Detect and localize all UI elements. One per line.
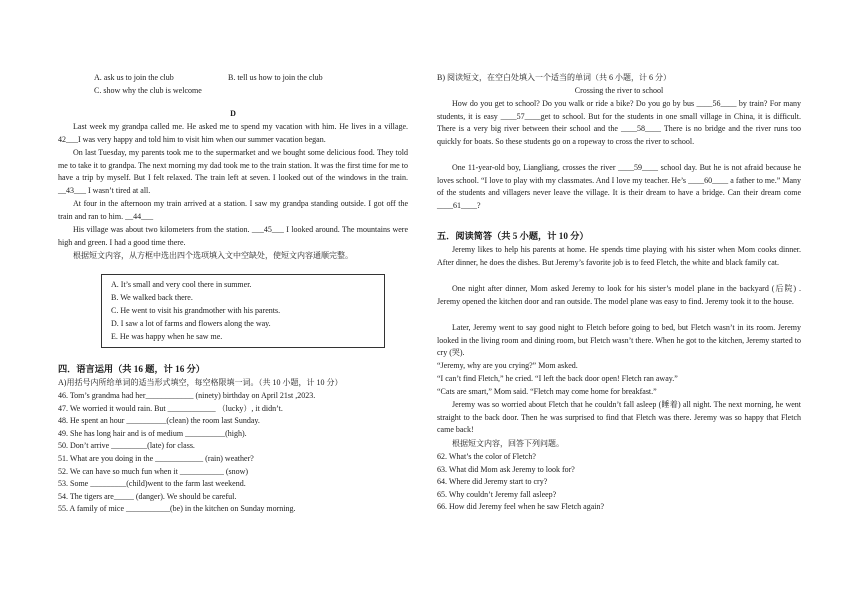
question-item: 53. Some _________(child)went to the farm last weekend. (58, 479, 246, 489)
question-item: 65. Why couldn’t Jeremy fall asleep? (437, 489, 557, 499)
question-item: 50. Don’t arrive _________(late) for class. (58, 441, 195, 451)
question-item: 66. How did Jeremy feel when he saw Fletch again? (437, 502, 605, 512)
question-item: 49. She has long hair and is of medium __________(high). (58, 428, 247, 438)
options-box (101, 274, 385, 348)
passage-5-dialogue: “Cats are smart,” Mom said. “Fletch may come home for breakfast.” (437, 387, 657, 396)
section4-title: 四．语言运用（共 16 题，计 16 分） (58, 364, 205, 374)
question-item: 62. What’s the color of Fletch? (437, 452, 536, 461)
passage-d-paragraph: At four in the afternoon my train arrived at a station. I saw my grandpa standing outside. I got off the train and ran to him. __44___ (58, 199, 408, 221)
option-c: C. show why the club is welcome (94, 85, 202, 95)
passage-d-paragraph: His village was about two kilometers from the station. ___45___ I looked around. The mountains were high and green. I had a good time there. (58, 225, 408, 247)
passage-5-paragraph: Jeremy likes to help his parents at home. He spends time playing with his sister when Mom cooks dinner. After dinner, he does the dishes. But Jeremy’s favorite job is to feed Fletch, the white and black family cat. (437, 245, 801, 267)
options-c-block (94, 72, 394, 97)
option-a: A. ask us to join the club (94, 73, 174, 82)
passage-b-paragraph: How do you get to school? Do you walk or ride a bike? Do you go by bus ____56____ by train? For many students, it is easy ____57____get to school. But for the students in one small village in China, it is difficult. There is a very big river between their school and the ____58____ There is no bridge and the river runs too quickly for boats. So these students go on a ropeway to cross the river to school. (437, 99, 801, 146)
instruction-d: 根据短文内容，从方框中选出四个选项填入文中空缺处，使短文内容通顺完整。 (73, 251, 353, 260)
passage-5-paragraph: Later, Jeremy went to say good night to Fletch before going to bed, but Fletch wasn’t in its room. Jeremy looked in the living room and dining room, but Fletch wasn’t there. When he got to the kitchen, Jeremy started to cry (哭). (437, 323, 801, 358)
question-item: 51. What are you doing in the ____________ (rain) weather? (58, 453, 254, 463)
question-list-46-55 (58, 390, 408, 516)
box-option: E. He was happy when he saw me. (111, 332, 223, 341)
box-option: C. He went to visit his grandmother with his parents. (111, 306, 281, 315)
section-d-heading: D (230, 109, 236, 118)
question-item: 64. Where did Jeremy start to cry? (437, 477, 548, 487)
box-option: A. It’s small and very cool there in summer. (111, 280, 252, 289)
question-item: 54. The tigers are_____ (danger). We should be careful. (58, 491, 237, 501)
question-list-62-66 (437, 451, 801, 514)
passage-5-paragraph: One night after dinner, Mom asked Jeremy to look for his sister’s model plane in the backyard (后院) . Jeremy opened the kitchen door and ran outside. The model plane was easy to find. Jeremy took it to the house. (437, 284, 801, 306)
passage-b-title: Crossing the river to school (574, 86, 664, 95)
question-item: 55. A family of mice ___________(be) in the kitchen on Sunday morning. (58, 504, 296, 514)
question-item: 63. What did Mom ask Jeremy to look for? (437, 464, 575, 474)
passage-5-dialogue: “I can’t find Fletch,” he cried. “I left the back door open! Fletch ran away.” (437, 374, 678, 383)
question-item: 47. We worried it would rain. But ____________ （lucky）, it didn’t. (58, 403, 283, 413)
section4-a-instruction: A)用括号内所给单词的适当形式填空，每空格限填一词。（共 10 小题，计 10 分） (58, 378, 343, 387)
question-item: 46. Tom’s grandma had her____________ (ninety) birthday on April 21st ,2023. (58, 391, 316, 400)
question-item: 48. He spent an hour __________(clean) the room last Sunday. (58, 416, 260, 426)
passage-d-paragraph: On last Tuesday, my parents took me to the supermarket and we bought some delicious food. They told me to take it to grandpa. The next morning my dad took me to the train station. It was the first time for me to have a trip by myself. But I felt relaxed. The train left at seven. I looked out of the windows in the train. __43___ I wasn’t tired at all. (58, 148, 408, 195)
question-item: 52. We can have so much fun when it ___________ (snow) (58, 466, 249, 476)
passage-d-paragraph: Last week my grandpa called me. He asked me to spend my vacation with him. He lives in a village. 42___I was very happy and told him to visit him when our summer vacation began. (58, 122, 408, 144)
passage-b-paragraph: One 11-year-old boy, Liangliang, crosses the river ____59____ school day. But he is not afraid because he loves school. “I love to play with my classmates. And I love my teacher. He’s ____60____ a father to me.” Many of the students and villagers never leave the village. It is their dream to have a bridge. Can their dream come ____61____? (437, 163, 801, 210)
box-option: B. We walked back there. (111, 293, 193, 302)
passage-5-dialogue: “Jeremy, why are you crying?” Mom asked. (437, 361, 578, 370)
option-b: B. tell us how to join the club (228, 73, 323, 82)
box-option: D. I saw a lot of farms and flowers along the way. (111, 319, 271, 328)
section-b-instruction: B) 阅读短文，在空白处填入一个适当的单词（共 6 小题，计 6 分） (437, 73, 671, 82)
passage-5-paragraph: Jeremy was so worried about Fletch that he couldn’t fall asleep (睡着) all night. The next morning, he went straight to the back door. Then he was surprised to find that Fletch was there. Jeremy was so happy that Fletch came back! (437, 400, 801, 435)
instruction-5: 根据短文内容，回答下列问题。 (452, 439, 564, 448)
section5-title: 五．阅读简答（共 5 小题，计 10 分） (437, 231, 589, 241)
